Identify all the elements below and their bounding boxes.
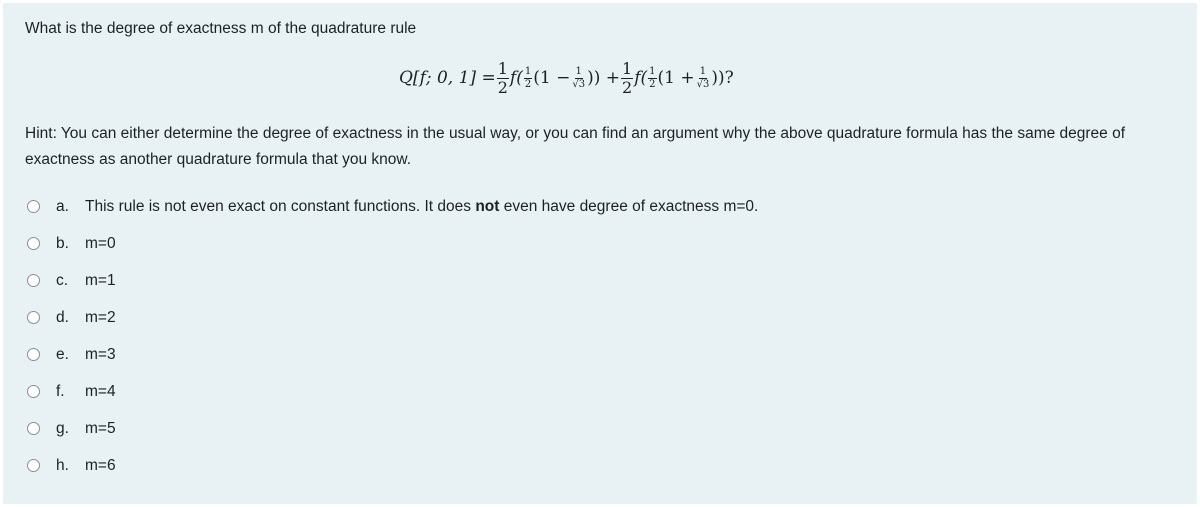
option-e[interactable] — [27, 345, 116, 363]
formula-inner-half-2 — [648, 67, 656, 90]
radio-button[interactable] — [27, 237, 40, 250]
option-text-post: even have degree of exactness m=0. — [499, 197, 759, 215]
option-text — [85, 198, 758, 216]
radicand: 3 — [702, 78, 710, 90]
question-panel — [3, 3, 1197, 504]
formula-one-minus: (1 − — [533, 68, 571, 88]
option-b[interactable] — [27, 234, 116, 252]
formula-half-fraction-2 — [621, 58, 633, 97]
option-a[interactable] — [27, 197, 759, 215]
option-letter: f. — [56, 382, 65, 400]
radio-button[interactable] — [27, 200, 40, 213]
formula-inv-sqrt3-2 — [696, 67, 711, 90]
fraction-numerator: 1 — [524, 65, 532, 77]
option-letter: e. — [56, 345, 69, 363]
option-letter: g. — [56, 419, 69, 437]
option-g[interactable] — [27, 419, 116, 437]
fraction-numerator: 1 — [575, 65, 582, 77]
option-text-pre: This rule is not even exact on constant functions. It does — [85, 197, 476, 215]
formula-lhs: Q[f; 0, 1] = — [399, 68, 496, 88]
radio-button[interactable] — [27, 422, 40, 435]
formula-f-open-2: f( — [634, 68, 648, 88]
option-text-bold: not — [475, 197, 500, 215]
radio-button[interactable] — [27, 385, 40, 398]
option-letter: a. — [56, 197, 69, 215]
fraction-denominator: 2 — [524, 78, 532, 90]
fraction-denominator: √3 — [696, 78, 710, 90]
radio-button[interactable] — [27, 311, 40, 324]
question-text: What is the degree of exactness m of the quadrature rule — [25, 20, 417, 37]
option-text: m=4 — [85, 382, 116, 400]
fraction-denominator: 2 — [622, 77, 633, 97]
radicand: 3 — [578, 78, 586, 90]
radio-button[interactable] — [27, 274, 40, 287]
formula-one-plus: (1 + — [657, 68, 695, 88]
formula-inner-half — [524, 67, 532, 90]
option-d[interactable] — [27, 308, 116, 326]
option-letter: h. — [56, 456, 69, 474]
option-text: m=6 — [85, 456, 116, 474]
fraction-numerator: 1 — [497, 58, 508, 78]
formula-f-open: f( — [509, 68, 523, 88]
option-text: m=5 — [85, 419, 116, 437]
radio-button[interactable] — [27, 348, 40, 361]
option-f[interactable] — [27, 382, 116, 400]
quadrature-formula — [399, 55, 734, 101]
radio-button[interactable] — [27, 459, 40, 472]
fraction-numerator: 1 — [699, 65, 707, 77]
fraction-denominator: 2 — [649, 78, 656, 90]
hint-text: Hint: You can either determine the degree of exactness in the usual way, or you can find an argument why the above quadrature formula has the same degree of exactness as another quadrature formula that you know. — [25, 125, 1126, 168]
option-letter: d. — [56, 308, 69, 326]
option-text: m=2 — [85, 308, 116, 326]
option-letter: b. — [56, 234, 69, 252]
formula-close-question: ))? — [711, 68, 734, 88]
fraction-denominator: 2 — [497, 77, 508, 97]
fraction-numerator: 1 — [622, 58, 633, 78]
formula-close-plus: )) + — [587, 68, 620, 88]
formula-half-fraction — [497, 58, 509, 97]
option-c[interactable] — [27, 271, 116, 289]
option-text: m=3 — [85, 345, 116, 363]
option-h[interactable] — [27, 456, 116, 474]
option-text: m=0 — [85, 234, 116, 252]
option-text: m=1 — [85, 271, 116, 289]
option-letter: c. — [56, 271, 69, 289]
fraction-numerator: 1 — [649, 65, 656, 77]
fraction-denominator: √3 — [572, 78, 586, 90]
formula-inv-sqrt3 — [571, 67, 586, 90]
